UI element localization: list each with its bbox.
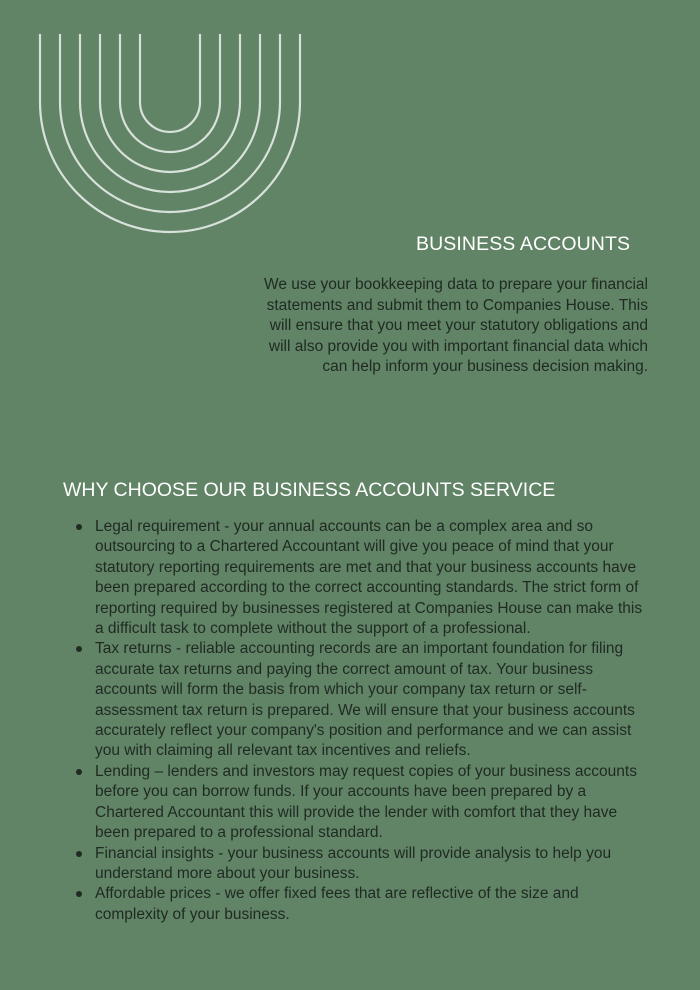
benefit-item-legal: Legal requirement - your annual accounts can be a complex area and so outsourcing to a Chartered Accountant will give you peace of mind that your statutory reporting requirements are met and that your business accounts have been prepared according to the correct accounting standards. The strict form of reporting required by businesses registered at Companies House can make this a difficult task to complete without the support of a professional. <box>95 517 653 639</box>
concentric-arches-icon <box>38 34 302 234</box>
benefits-list <box>95 517 653 925</box>
benefit-item-lending: Lending – lenders and investors may request copies of your business accounts before you can borrow funds. If your accounts have been prepared by a Chartered Accountant this will provide the lender with comfort that they have been prepared to a professional standard. <box>95 762 653 844</box>
benefit-item-financial-insights: Financial insights - your business accounts will provide analysis to help you understand more about your business. <box>95 844 653 885</box>
section-title: BUSINESS ACCOUNTS <box>416 233 631 255</box>
benefit-item-tax-returns: Tax returns - reliable accounting records are an important foundation for filing accurate tax returns and paying the correct amount of tax. Your business accounts will form the basis from which your company tax return or self-assessment tax return is prepared. We will ensure that your business accounts accurately reflect your company's position and performance and we can assist you with claiming all relevant tax incentives and reliefs. <box>95 639 653 761</box>
intro-paragraph: We use your bookkeeping data to prepare your financial statements and submit them to Companies House. This will ensure that you meet your statutory obligations and will also provide you with important financial data which can help inform your business decision making. <box>263 276 648 375</box>
benefit-item-affordable-prices: Affordable prices - we offer fixed fees that are reflective of the size and complexity of your business. <box>95 884 653 925</box>
why-choose-title: WHY CHOOSE OUR BUSINESS ACCOUNTS SERVICE <box>63 479 556 501</box>
